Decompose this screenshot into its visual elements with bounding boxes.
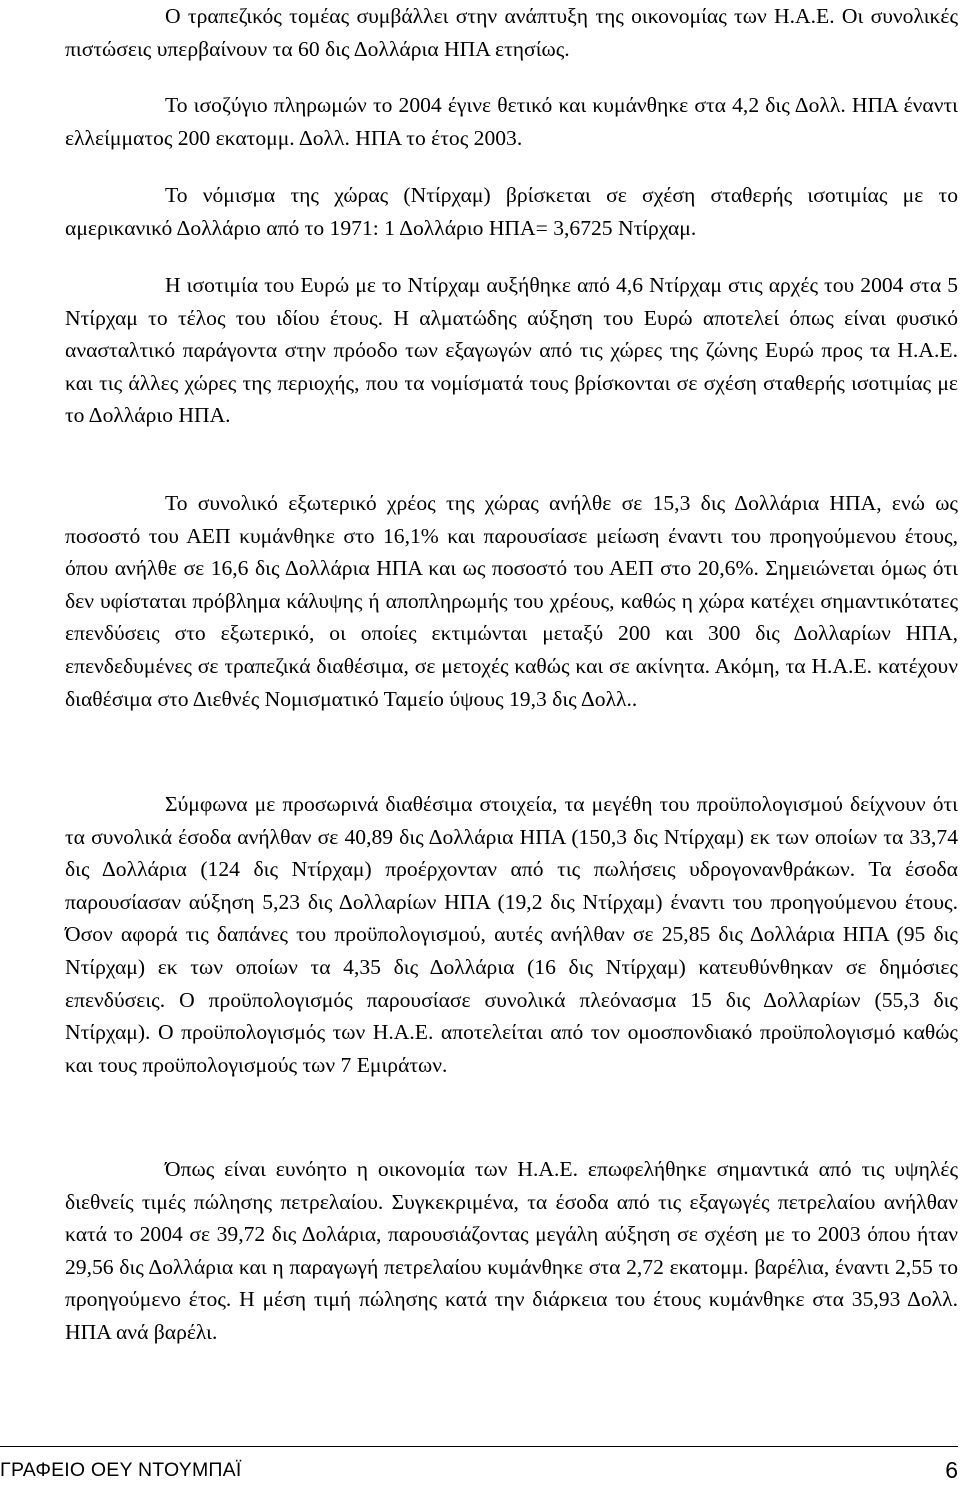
footer-office-name: ΓΡΑΦΕΙΟ ΟΕΥ ΝΤΟΥΜΠΑΪ	[0, 1459, 242, 1481]
page-footer	[0, 1446, 958, 1485]
paragraph-euro-exchange-rate: Η ισοτιμία του Ευρώ με το Ντίρχαμ αυξήθηκε από 4,6 Ντίρχαμ στις αρχές του 2004 στα 5 Ντίρχαμ το τέλος του ιδίου έτους. Η αλματώδης αύξηση του Ευρώ αποτελεί όπως είναι φυσικό ανασταλτικό παράγοντα στην πρόοδο των εξαγωγών από τις χώρες της ζώνης Ευρώ προς τα Η.Α.Ε. και τις άλλες χώρες της περιοχής, που τα νομίσματά τους βρίσκονται σε σχέση σταθερής ισοτιμίας με το Δολλάριο ΗΠΑ.	[65, 273, 958, 428]
paragraph-budget: Σύμφωνα με προσωρινά διαθέσιμα στοιχεία, τα μεγέθη του προϋπολογισμού δείχνουν ότι τα συνολικά έσοδα ανήλθαν σε 40,89 δις Δολλάρια ΗΠΑ (150,3 δις Ντίρχαμ) εκ των οποίων τα 33,74 δις Δολλάρια (124 δις Ντίρχαμ) προέρχονταν από τις πωλήσεις υδρογονανθράκων. Τα έσοδα παρουσίασαν αύξηση 5,23 δις Δολλαρίων ΗΠΑ (19,2 δις Ντίρχαμ) έναντι του προηγούμενου έτους. Όσον αφορά τις δαπάνες του προϋπολογισμού, αυτές ανήλθαν σε 25,85 δις Δολλάρια ΗΠΑ (95 δις Ντίρχαμ) εκ των οποίων τα 4,35 δις Δολλάρια (16 δις Ντίρχαμ) κατευθύνθηκαν σε δημόσιες επενδύσεις. Ο προϋπολογισμός παρουσίασε συνολικά πλεόνασμα 15 δις Δολλαρίων (55,3 δις Ντίρχαμ). Ο προϋπολογισμός των Η.Α.Ε. αποτελείται από τον ομοσπονδιακό προϋπολογισμό καθώς και τους προϋπολογισμούς των 7 Εμιράτων.	[65, 792, 958, 1077]
paragraph-external-debt: Το συνολικό εξωτερικό χρέος της χώρας ανήλθε σε 15,3 δις Δολλάρια ΗΠΑ, ενώ ως ποσοστό του ΑΕΠ κυμάνθηκε στο 16,1% και παρουσίασε μείωση έναντι του προηγούμενου έτους, όπου ανήλθε σε 16,6 δις Δολλάρια ΗΠΑ και ως ποσοστό του ΑΕΠ στο 20,6%. Σημειώνεται όμως ότι δεν υφίσταται πρόβλημα κάλυψης ή αποπληρωμής του χρέους, καθώς η χώρα κατέχει σημαντικότατες επενδύσεις στο εξωτερικό, οι οποίες εκτιμώνται μεταξύ 200 και 300 δις Δολλαρίων ΗΠΑ, επενδεδυμένες σε τραπεζικά διαθέσιμα, σε μετοχές καθώς και σε ακίνητα. Ακόμη, τα Η.Α.Ε. κατέχουν διαθέσιμα στο Διεθνές Νομισματικό Ταμείο ύψους 19,3 δις Δολλ..	[65, 491, 958, 711]
paragraph-currency-peg: Το νόμισμα της χώρας (Ντίρχαμ) βρίσκεται σε σχέση σταθερής ισοτιμίας με το αμερικανικό Δολλάριο από το 1971: 1 Δολλάριο ΗΠΑ= 3,6725 Ντίρχαμ.	[65, 183, 958, 240]
paragraph-balance-of-payments: Το ισοζύγιο πληρωμών το 2004 έγινε θετικό και κυμάνθηκε στα 4,2 δις Δολλ. ΗΠΑ έναντι ελλείμματος 200 εκατομμ. Δολλ. ΗΠΑ το έτος 2003.	[65, 93, 958, 150]
paragraph-banking-sector: Ο τραπεζικός τομέας συμβάλλει στην ανάπτυξη της οικονομίας των Η.Α.Ε. Οι συνολικές πιστώσεις υπερβαίνουν τα 60 δις Δολλάρια ΗΠΑ ετησίως.	[65, 4, 958, 61]
page-number: 6	[945, 1457, 958, 1483]
paragraph-oil-revenues: Όπως είναι ευνόητο η οικονομία των Η.Α.Ε. επωφελήθηκε σημαντικά από τις υψηλές διεθνείς τιμές πώλησης πετρελαίου. Συγκεκριμένα, τα έσοδα από τις εξαγωγές πετρελαίου ανήλθαν κατά το 2004 σε 39,72 δις Δολάρια, παρουσιάζοντας μεγάλη αύξηση σε σχέση με το 2003 όπου ήταν 29,56 δις Δολλάρια και η παραγωγή πετρελαίου κυμάνθηκε στα 2,72 εκατομμ. βαρέλια, έναντι 2,55 το προηγούμενο έτος. Η μέση τιμή πώλησης κατά την διάρκεια του έτους κυμάνθηκε στα 35,93 Δολλ. ΗΠΑ ανά βαρέλι.	[65, 1157, 958, 1344]
